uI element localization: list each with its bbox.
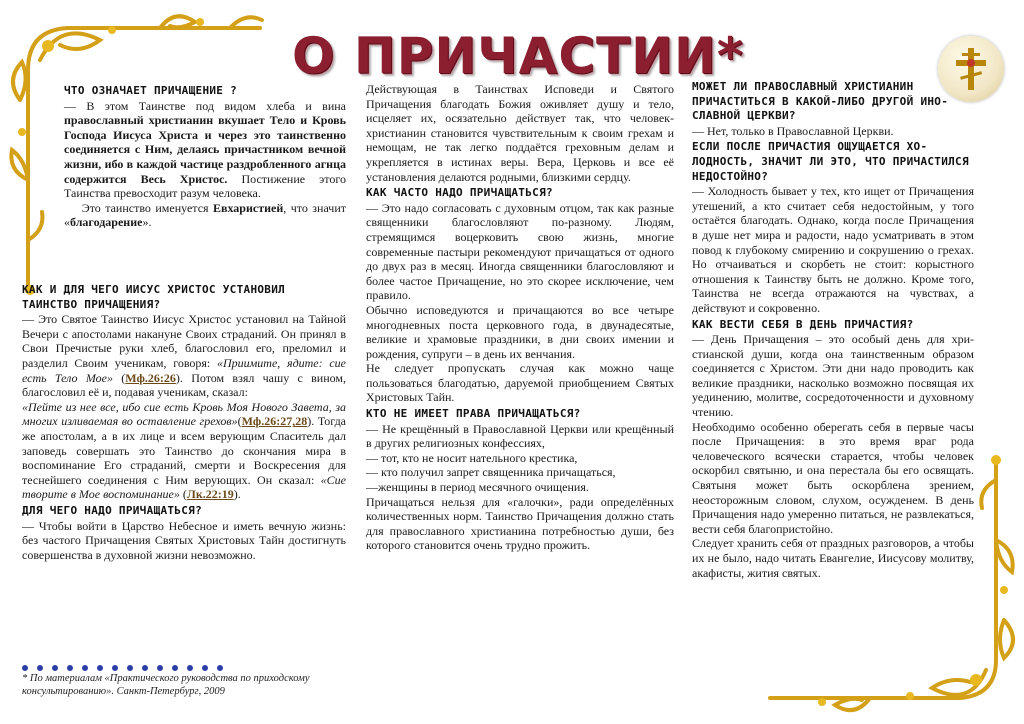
scripture-link[interactable]: Лк.22:19: [186, 487, 234, 502]
heading-what-means: ЧТО ОЗНАЧАЕТ ПРИЧАЩЕНИЕ ?: [64, 84, 238, 97]
paragraph: — Это Святое Таинство Иисус Христос установил на Тайной Вечери с апостолами накануне Своих страданий. Он принял в Свои Пречистые руки хлеб, благословил его, преломил и разделил Своим ученикам, говоря: «Приимите, ядите: сие есть Тело Мое» (Мф.26:26). Потом взял чашу с вином, благословил её и, подавая ученикам, сказал:: [22, 312, 346, 400]
list-item: —женщины в период месячного очищения.: [366, 480, 589, 495]
paragraph: — Это надо согласовать с духовным отцом, так как разные священники благословляют по-разному. Людям, стремящимся воцерковить свою жизнь, многие современные пастыри рекомендуют причащаться от одного до двух раз в месяц. Иногда священники благословляют и более частое Причащение, но это скорее исключение, чем правило.: [366, 200, 674, 303]
paragraph: Причащаться нельзя для «галочки», ради определённых количественных норм. Таинство Причащения должно стать для православного христианина потребностью души, без которого становится очень трудно прожить.: [366, 494, 674, 553]
paragraph: Следует хранить себя от праздных разговоров, а чтобы их не было, надо читать Евангелие, Иисусову молитву, акафисты, жития святых.: [692, 536, 974, 580]
scripture-link[interactable]: Мф.26:26: [125, 370, 176, 385]
column-3: [692, 78, 974, 580]
paragraph: — Чтобы войти в Царство Небесное и иметь вечную жизнь: без частого Причащения Святых Христовых Тайн достигнуть совершенства в духовной жизни невозможно.: [22, 518, 346, 562]
paragraph: — День Причащения – это особый день для христианской души, когда она таинственным образом соединяется с Христом. Эти дни надо проводить как великие праздники, насколько возможно посвящая их уединению, молитве, сосредоточенности и духовному чтению.: [692, 332, 974, 420]
heading-coldness: ЕСЛИ ПОСЛЕ ПРИЧАСТИЯ ОЩУЩАЕТСЯ ХОЛОДНОСТЬ, ЗНАЧИТ ЛИ ЭТО, ЧТО ПРИЧАСТИЛСЯ НЕДОСТОЙНО?: [692, 140, 969, 183]
paragraph: Действующая в Таинствах Исповеди и Святого Причащения благодать Божия оживляет душу и тело, исцеляет их, осязательно действует так, что человек-христианин становится чувствительным к своим грехам и немощам, не так легко поддаётся греховным делам и укрепляется в истинах веры. Вера, Церковь и все её установления делаются родными, близкими сердцу.: [366, 82, 674, 184]
list-item: — Не крещённый в Православной Церкви или крещённый в других религиозных конфессиях,: [366, 421, 674, 451]
heading-how-often: КАК ЧАСТО НАДО ПРИЧАЩАТЬСЯ?: [366, 186, 553, 200]
column-2: [366, 82, 674, 553]
paragraph: — В этом Таинстве под видом хлеба и вина православный христианин вкушает Тело и Кровь Господа Иисуса Христа и через это таинственно соединяется с Ним, делаясь причастником вечной жизни, ибо в каждой частице раздробленного агнца содержится Весь Христос. Постижение этого Таинства превосходит разум человека.: [64, 98, 346, 201]
list-item: — кто получил запрет священника причащаться,: [366, 465, 616, 480]
heading-other-church: МОЖЕТ ЛИ ПРАВОСЛАВНЫЙ ХРИСТИАНИН ПРИЧАСТИТЬСЯ В КАКОЙ-ЛИБО ДРУГОЙ ИНОСЛАВНОЙ ЦЕРКВИ?: [692, 80, 948, 123]
heading-how-established: КАК И ДЛЯ ЧЕГО ИИСУС ХРИСТОС УСТАНОВИЛ ТАИНСТВО ПРИЧАЩЕНИЯ?: [22, 283, 286, 311]
column-1-bottom: [22, 281, 346, 562]
paragraph: «Пейте из нее все, ибо сие есть Кровь Моя Нового Завета, за многих изливаемая во оставление грехов»(Мф.26:27,28). Тогда же апостолам, а в их лице и всем верующим Спаситель дал заповедь совершать это Таинство до скончания мира в воспоминание Его страданий, смерти и Воскресения для теснейшего соединения с Ним верующих. Он сказал: «Сие творите в Мое воспоминание» (Лк.22:19).: [22, 399, 347, 502]
heading-who-cannot: КТО НЕ ИМЕЕТ ПРАВА ПРИЧАЩАТЬСЯ?: [366, 407, 581, 421]
page-title: О ПРИЧАСТИИ*: [292, 27, 744, 85]
paragraph: Необходимо особенно оберегать себя в первые часы после Причащения: в это время враг рода человеческого всячески старается, чтобы человек оскорбил святыню, и она перестала бы его освящать. Святыня может быть оскорблена зрением, неосторожным словом, слухом, осужденем. В день Причащения надо умеренно питаться, не развлекаться, вести себя благопристойно.: [692, 419, 974, 536]
heading-behavior: КАК ВЕСТИ СЕБЯ В ДЕНЬ ПРИЧАСТИЯ?: [692, 317, 914, 331]
scripture-link[interactable]: Мф.26:27,28: [241, 414, 308, 429]
paragraph: Не следует пропускать случая как можно чаще пользоваться благодатью, даруемой приобщением Святых Христовых Тайн.: [366, 361, 674, 405]
paragraph: Это таинство именуется Евхаристией, что значит «благодарение».: [64, 200, 346, 230]
paragraph: — Холодность бывает у тех, кто ищет от Причащения утешений, а кто считает себя недостойным, у того остаётся благодать. Однако, когда после Причащения в душе нет мира и радости, надо усматривать в этом повод к глубокому смирению и сокрушению о грехах. Но отчаиваться и скорбеть не стоит: корыстного отношения к Таинству быть не должно. Кроме того, Таинства не всегда отражаются на чувствах, а действуют и сокровенно.: [692, 184, 974, 315]
heading-why-partake: ДЛЯ ЧЕГО НАДО ПРИЧАЩАТЬСЯ?: [22, 503, 202, 517]
footnote: * По материалам «Практического руководства по приходскому консультированию». Санкт-Петербург, 2009: [22, 673, 310, 697]
list-item: — тот, кто не носит нательного крестика,: [366, 450, 578, 465]
paragraph: — Нет, только в Православной Церкви.: [692, 123, 894, 138]
column-1-top: [64, 82, 346, 230]
paragraph: Обычно исповедуются и причащаются во все четыре многодневных поста церковного года, в двунадесятые, великие и храмовые праздники, в дни своих имении и рождения, супруги – в день их венчания.: [366, 302, 674, 361]
